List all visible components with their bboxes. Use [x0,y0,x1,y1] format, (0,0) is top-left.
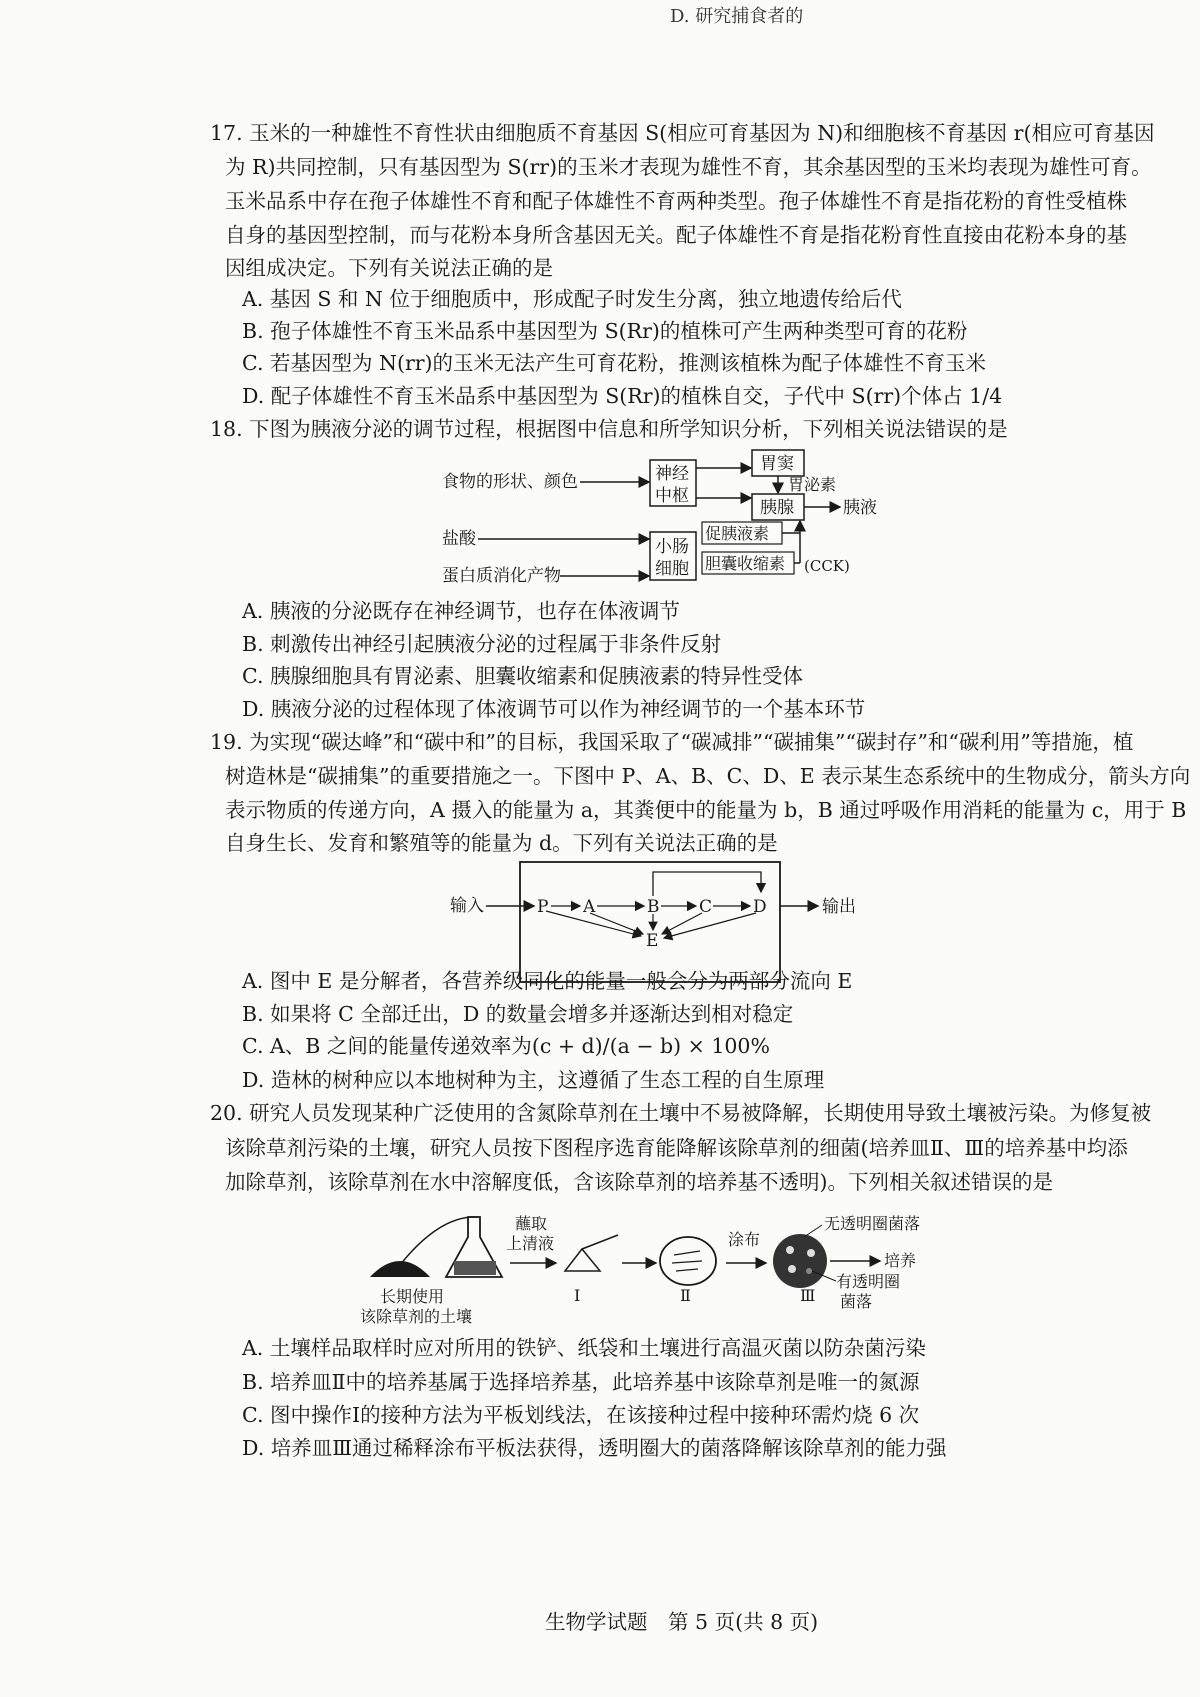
q19-option-c: C. A、B 之间的能量传递效率为(c + d)/(a − b) × 100% [242,1034,770,1058]
q18-option-c: C. 胰腺细胞具有胃泌素、胆囊收缩素和促胰液素的特异性受体 [242,664,803,688]
q17-line-4: 自身的基因型控制，而与花粉本身所含基因无关。配子体雄性不育是指花粉育性直接由花粉本身的基 [225,223,1127,247]
q20-option-d: D. 培养皿Ⅲ通过稀释涂布平板法获得，透明圈大的菌落降解该除草剂的能力强 [242,1436,947,1460]
q17-line-5: 因组成决定。下列有关说法正确的是 [225,256,553,280]
q19-line-1: 19. 为实现“碳达峰”和“碳中和”的目标，我国采取了“碳减排”“碳捕集”“碳封存”和“碳利用”等措施，植 [210,730,1134,754]
diagram-label-I: Ⅰ [574,1286,581,1305]
q17-line-2: 为 R)共同控制，只有基因型为 S(rr)的玉米才表现为雄性不育，其余基因型的玉米均表现为雄性可育。 [225,155,1152,179]
node-C: C [699,897,713,917]
q20-line-1: 20. 研究人员发现某种广泛使用的含氮除草剂在土壤中不易被降解，长期使用导致土壤被污染。为修复被 [210,1101,1152,1125]
diagram-soil-1: 长期使用 [380,1287,445,1306]
node-D: D [753,897,767,917]
colony [806,1268,812,1274]
diagram-secretin: 促胰液素 [705,524,770,543]
inoculation-loop-icon [582,1235,618,1249]
bacteria-screening-diagram [360,1205,1000,1325]
q19-line-2: 树造林是“碳捕集”的重要措施之一。下图中 P、A、B、C、D、E 表示某生态系统中的生物成分，箭头方向 [225,764,1191,788]
header-fragment: D. 研究捕食者的 [670,6,804,27]
diagram-soil-2: 该除草剂的土壤 [360,1307,473,1325]
q17-option-a: A. 基因 S 和 N 位于细胞质中，形成配子时发生分离，独立地遗传给后代 [242,287,902,311]
diagram-label-II: Ⅱ [680,1286,691,1305]
diagram-nerve-center-1: 神经 [655,464,689,484]
diagram-cck-abbr: (CCK) [804,557,850,575]
diagram-dip-2: 上清液 [506,1234,555,1253]
node-E: E [646,931,659,951]
q20-option-b: B. 培养皿Ⅱ中的培养基属于选择培养基，此培养基中该除草剂是唯一的氮源 [242,1370,920,1394]
diagram-nerve-center-2: 中枢 [655,486,689,506]
diagram-spread: 涂布 [728,1230,761,1249]
q18-stem: 18. 下图为胰液分泌的调节过程，根据图中信息和所学知识分析，下列相关说法错误的是 [210,417,1008,441]
diagram-pancreas: 胰腺 [760,498,794,518]
q20-option-a: A. 土壤样品取样时应对所用的铁铲、纸袋和土壤进行高温灭菌以防杂菌污染 [242,1336,926,1360]
ecosystem-border [520,862,780,982]
diagram-input: 输入 [450,896,484,916]
pancreatic-regulation-diagram [420,440,900,590]
colony [807,1249,815,1257]
diagram-cck: 胆囊收缩素 [705,554,786,573]
diagram-stomach: 胃窦 [760,454,794,474]
diagram-intestine-2: 细胞 [655,559,689,579]
node-A: A [583,897,596,917]
node-B: B [647,897,660,917]
q19-line-4: 自身生长、发育和繁殖等的能量为 d。下列有关说法正确的是 [225,831,778,855]
diagram-no-halo: 无透明圈菌落 [824,1214,921,1233]
diagram-halo-1: 有透明圈 [836,1272,901,1291]
page-footer: 生物学试题 第 5 页(共 8 页) [545,1610,819,1634]
flask-liquid [454,1261,496,1275]
node-P: P [537,897,549,917]
diagram-input-protein: 蛋白质消化产物 [442,566,561,586]
q20-line-2: 该除草剂污染的土壤，研究人员按下图程序选育能降解该除草剂的细菌(培养皿Ⅱ、Ⅲ的培养基中均添 [225,1136,1128,1160]
dish-II-icon [660,1237,716,1285]
diagram-input-food: 食物的形状、颜色 [442,472,578,492]
diagram-halo-2: 菌落 [840,1292,873,1311]
q19-option-a: A. 图中 E 是分解者，各营养级同化的能量一般会分为两部分流向 E [242,969,853,993]
q19-option-b: B. 如果将 C 全部迁出，D 的数量会增多并逐渐达到相对稳定 [242,1002,794,1026]
q19-line-3: 表示物质的传递方向，A 摄入的能量为 a，其粪便中的能量为 b，B 通过呼吸作用消耗的能量为 c，用于 B [225,798,1187,822]
diagram-label-III: Ⅲ [800,1286,816,1305]
q18-option-d: D. 胰液分泌的过程体现了体液调节可以作为神经调节的一个基本环节 [242,697,866,721]
q17-option-d: D. 配子体雄性不育玉米品系中基因型为 S(Rr)的植株自交，子代中 S(rr)个体占 1/4 [242,384,1003,408]
q18-option-b: B. 刺激传出神经引起胰液分泌的过程属于非条件反射 [242,632,722,656]
diagram-gastrin: 胃泌素 [788,475,837,494]
diagram-output: 输出 [822,897,856,917]
q17-option-b: B. 孢子体雄性不育玉米品系中基因型为 S(Rr)的植株可产生两种类型可育的花粉 [242,319,968,343]
q19-option-d: D. 造林的树种应以本地树种为主，这遵循了生态工程的自生原理 [242,1068,825,1092]
dish-III-icon [773,1234,827,1288]
diagram-pancreatic-juice: 胰液 [843,498,877,518]
diagram-intestine-1: 小肠 [655,537,689,557]
q17-line-3: 玉米品系中存在孢子体雄性不育和配子体雄性不育两种类型。孢子体雄性不育是指花粉的育性受植株 [225,189,1127,213]
diagram-input-acid: 盐酸 [442,529,476,549]
soil-pile [370,1261,430,1277]
diagram-dip-1: 蘸取 [515,1214,548,1233]
diagram-culture: 培养 [884,1251,917,1270]
q18-option-a: A. 胰液的分泌既存在神经调节，也存在体液调节 [242,599,680,623]
q20-line-3: 加除草剂，该除草剂在水中溶解度低，含该除草剂的培养基不透明)。下列相关叙述错误的是 [225,1170,1053,1194]
colony [786,1246,794,1254]
q20-option-c: C. 图中操作Ⅰ的接种方法为平板划线法，在该接种过程中接种环需灼烧 6 次 [242,1403,920,1427]
colony [788,1265,796,1273]
q17-option-c: C. 若基因型为 N(rr)的玉米无法产生可育花粉，推测该植株为配子体雄性不育玉米 [242,351,987,375]
q17-line-1: 17. 玉米的一种雄性不育性状由细胞质不育基因 S(相应可育基因为 N)和细胞核不育基因 r(相应可育基因 [210,121,1155,145]
burner-icon [565,1249,600,1271]
